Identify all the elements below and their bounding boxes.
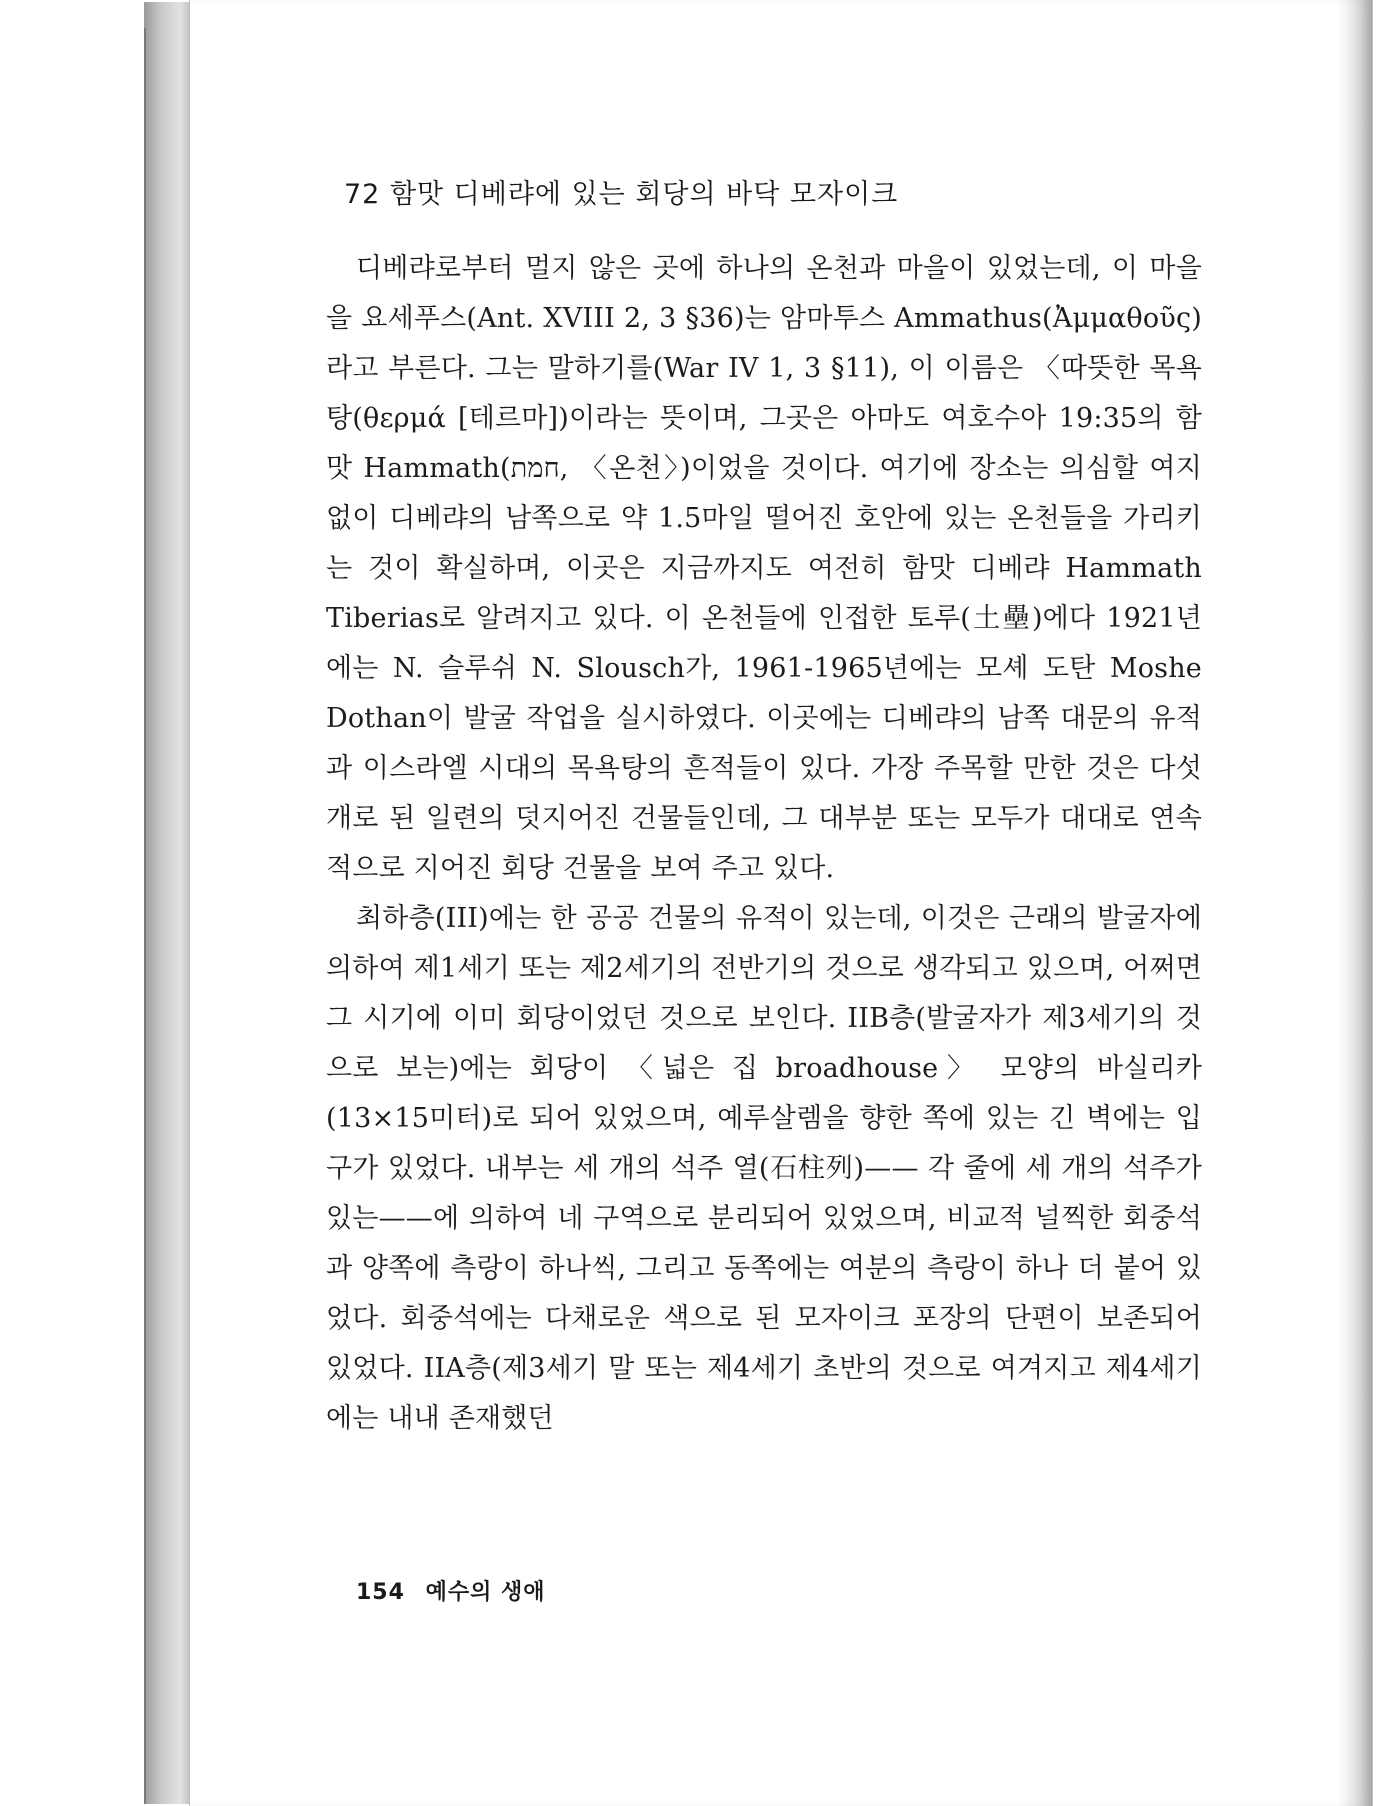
book-block-edge-line [144,28,146,1804]
page-content [326,170,1202,1444]
page [190,0,1372,1806]
book-block-side [144,2,192,1804]
page-gutter-shadow [1338,0,1372,1806]
body-paragraph-2: 최하층(III)에는 한 공공 건물의 유적이 있는데, 이것은 근래의 발굴자에 의하여 제1세기 또는 제2세기의 전반기의 것으로 생각되고 있으며, 어쩌면 그 시기에 이미 회당이었던 것으로 보인다. IIB층(발굴자가 제3세기의 것으로 보는)에는 회당이 〈넓은 집 broadhouse〉 모양의 바실리카(13×15미터)로 되어 있었으며, 예루살렘을 향한 쪽에 있는 긴 벽에는 입구가 있었다. 내부는 세 개의 석주 열(石柱列)—— 각 줄에 세 개의 석주가 있는——에 의하여 네 구역으로 분리되어 있었으며, 비교적 널찍한 회중석과 양쪽에 측랑이 하나씩, 그리고 동쪽에는 여분의 측랑이 하나 더 붙어 있었다. 회중석에는 다채로운 색으로 된 모자이크 포장의 단편이 보존되어 있었다. IIA층(제3세기 말 또는 제4세기 초반의 것으로 여겨지고 제4세기에는 내내 존재했던 [326,903,1202,1434]
page-footer [356,1575,546,1606]
page-number: 154 [356,1580,405,1605]
body-paragraph-1: 디베랴로부터 멀지 않은 곳에 하나의 온천과 마을이 있었는데, 이 마을을 요세푸스(Ant. XVIII 2, 3 §36)는 암마투스 Ammathus(Ἀμμαθοῦς) 라고 부른다. 그는 말하기를(War IV 1, 3 §11), 이 이름은 〈따뜻한 목욕탕(θερμά [테르마])이라는 뜻이며, 그곳은 아마도 여호수아 19:35의 함맛 Hammath(חמת, 〈온천〉)이었을 것이다. 여기에 장소는 의심할 여지 없이 디베랴의 남쪽으로 약 1.5마일 떨어진 호안에 있는 온천들을 가리키는 것이 확실하며, 이곳은 지금까지도 여전히 함맛 디베랴 Hammath Tiberias로 알려지고 있다. 이 온천들에 인접한 토루(土壘)에다 1921년에는 N. 슬루쉬 N. Slousch가, 1961-1965년에는 모셰 도탄 Moshe Dothan이 발굴 작업을 실시하였다. 이곳에는 디베랴의 남쪽 대문의 유적과 이스라엘 시대의 목욕탕의 흔적들이 있다. 가장 주목할 만한 것은 다섯 개로 된 일련의 덧지어진 건물들인데, 그 대부분 또는 모두가 대대로 연속적으로 지어진 회당 건물을 보여 주고 있다. [326,253,1202,884]
section-heading: 72 함맛 디베랴에 있는 회당의 바닥 모자이크 [344,179,899,210]
running-title: 예수의 생애 [425,1580,546,1605]
